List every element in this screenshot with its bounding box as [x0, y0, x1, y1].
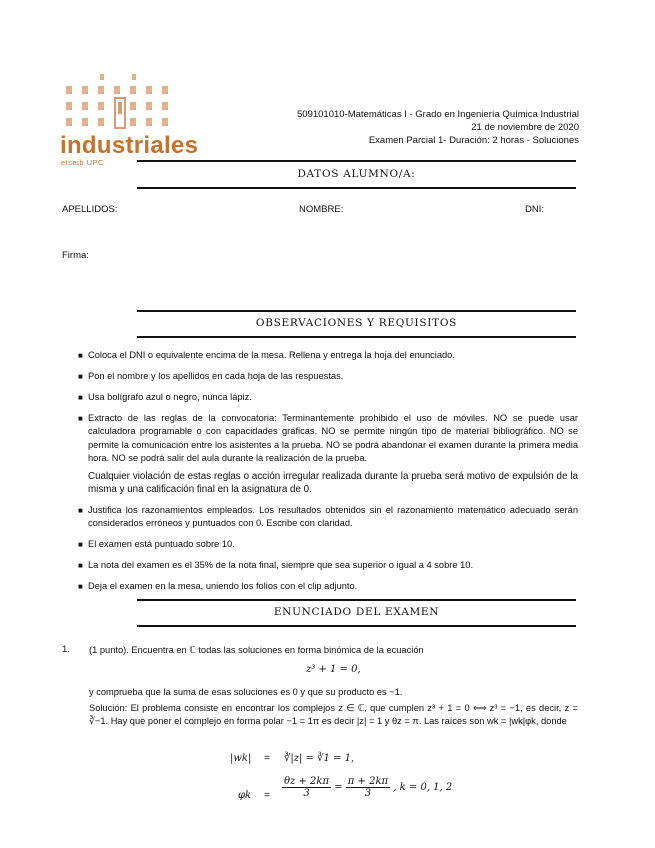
modulus-equals: =	[264, 753, 270, 764]
list-item: ■ Deja el examen en la mesa, uniendo los folios con el clip adjunto.	[78, 581, 358, 592]
firma-label: Firma:	[62, 250, 89, 261]
list-item: ■ La nota del examen es el 35% de la nota final, siempre que sea superior o igual a 4 sobre 10.	[78, 560, 474, 571]
problem-intro: (1 punto). Encuentra en ℂ todas las soluciones en forma binómica de la ecuación	[89, 645, 424, 655]
solution-text: El problema consiste en encontrar los complejos z ∈ ℂ, que cumplen z³ + 1 = 0 ⟺ z³ = −1, es decir, z = ∛−1. Hay que poner el complejo en forma polar −1 = 1π es decir |z| = 1 y θz = π. Las raíces son wk = |wk|φk, donde	[89, 703, 578, 726]
logo-wordmark: industriales	[60, 132, 199, 159]
list-item: ■ Usa bolígrafo azul o negro, nunca lápiz.	[78, 392, 252, 402]
section-rule	[137, 187, 576, 189]
list-item: ■ Coloca el DNI o equivalente encima de la mesa. Rellena y entrega la hoja del enunciado.	[78, 350, 455, 360]
observations-title: OBSERVACIONES Y REQUISITOS	[255, 317, 458, 329]
school-logo-building	[60, 68, 182, 136]
modulus-rhs: ∛|z| = ∛1 = 1,	[284, 753, 355, 764]
solution-label: Solución:	[89, 703, 128, 713]
statement-title: ENUNCIADO DEL EXAMEN	[273, 606, 440, 618]
modulus-lhs: |wk|	[230, 753, 252, 764]
section-rule	[137, 336, 576, 338]
section-rule	[137, 310, 576, 312]
section-rule	[137, 160, 576, 162]
student-data-title: DATOS ALUMNO/A:	[297, 168, 416, 180]
observations-list	[62, 349, 578, 601]
argument-formula: $\frac{\theta z + 2k\pi}{3}$ = $\frac{\pi + 2k\pi}{3}$ , k = 0, 1, 2	[284, 776, 453, 799]
exam-date: 21 de noviembre de 2020	[471, 122, 579, 133]
dni-label: DNI:	[525, 204, 544, 215]
section-rule	[137, 625, 576, 627]
problem-check: y comprueba que la suma de esas soluciones es 0 y que su producto es −1.	[89, 687, 403, 697]
section-rule	[137, 599, 576, 601]
solution-paragraph	[89, 702, 578, 728]
argument-equals: =	[264, 790, 270, 801]
problem-number: 1.	[62, 644, 70, 655]
exam-info: Examen Parcial 1- Duración: 2 horas - Soluciones	[368, 135, 579, 146]
problem-equation: z³ + 1 = 0,	[306, 664, 361, 675]
course-title: 509101010-Matemáticas I - Grado en Ingeniería Química Industrial	[297, 109, 579, 120]
violation-note: Cualquier violación de estas reglas o acción irregular realizada durante la prueba será motivo de expulsión de la misma y una calificación final en la asignatura de 0.	[88, 470, 578, 496]
list-item: ■ El examen está puntuado sobre 10.	[78, 539, 235, 550]
logo-subtitle: etseib UPC	[61, 158, 104, 167]
list-item: ■ Pon el nombre y los apellidos en cada hoja de las respuestas.	[78, 371, 344, 381]
apellidos-label: APELLIDOS:	[62, 204, 118, 215]
argument-lhs: φk	[238, 790, 252, 801]
nombre-label: NOMBRE:	[299, 204, 344, 215]
list-item: ■ Extracto de las reglas de la convocatoria: Terminantemente prohibido el uso de móviles. NO se puede usar calculadora programable o con capacidades gráficas. NO se permite ningún tipo de material bibliográfico. NO se permite la comunicación entre los asistentes a la prueba. NO se podrá abandonar el examen durante la primera media hora. NO se podrá salir del aula durante la realización de la prueba. Cualquier violación de estas reglas o acción irregular realizada durante la prueba será motivo de expulsión de la misma y una calificación final en la asignatura de 0.	[78, 413, 578, 496]
list-item: ■ Justifica los razonamientos empleados. Los resultados obtenidos sin el razonamiento matemático adecuado serán considerados erróneos y puntuados con 0. Escribe con claridad.	[78, 505, 578, 529]
